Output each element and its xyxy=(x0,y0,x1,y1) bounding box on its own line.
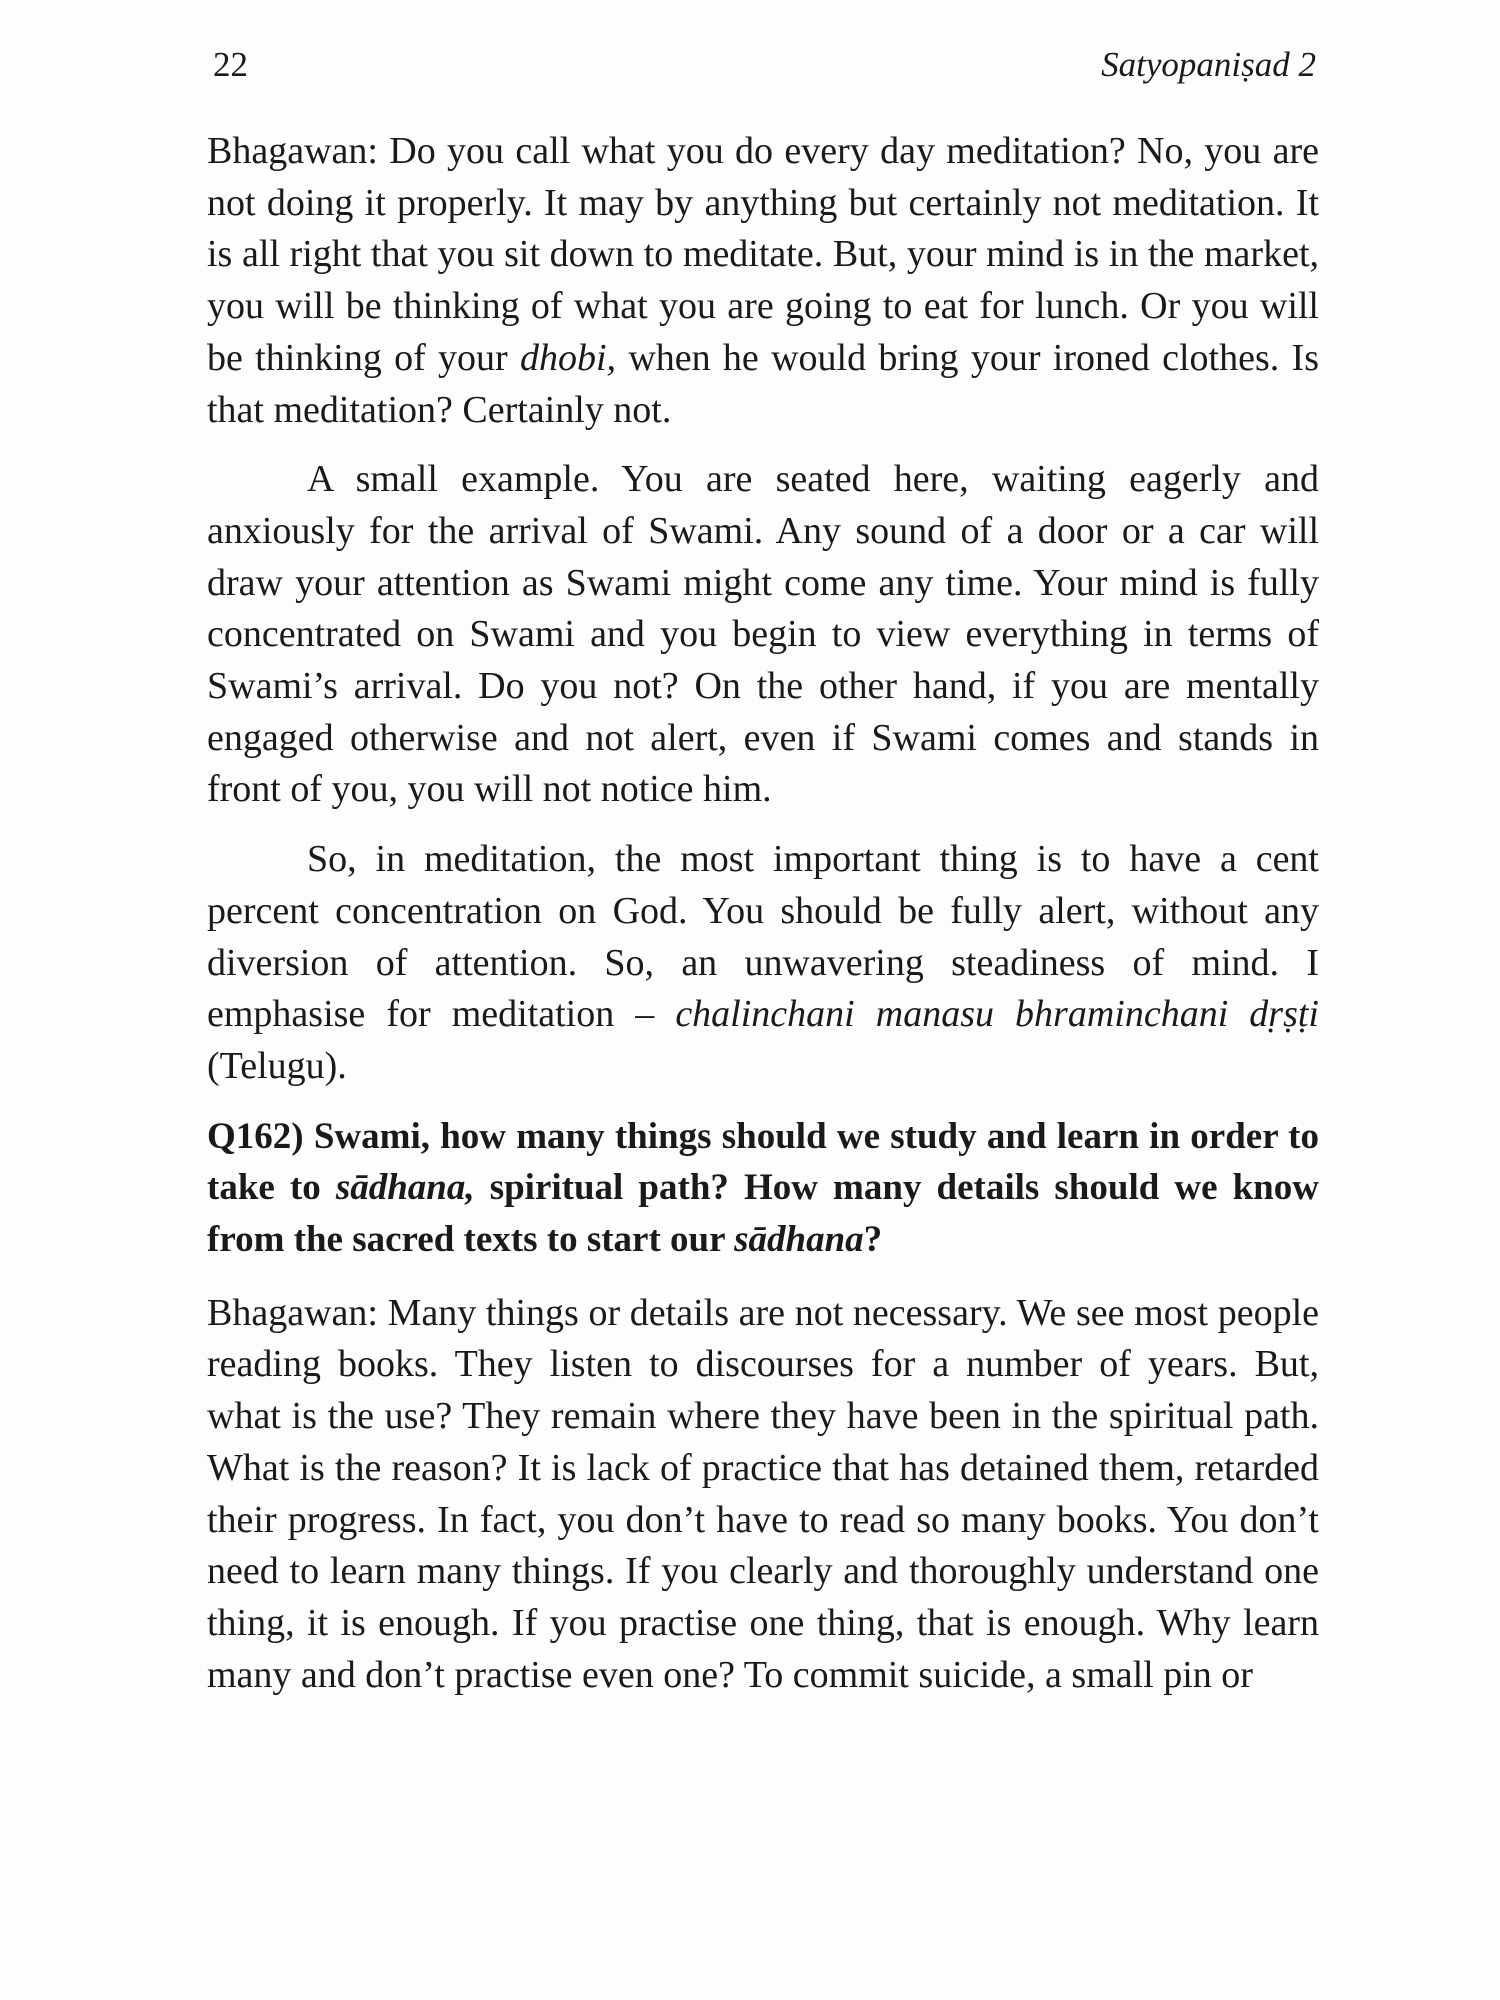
answer-paragraph-1-italic: dhobi, xyxy=(519,336,617,379)
page-body xyxy=(207,126,1319,1719)
running-title: Satyopaniṣad 2 xyxy=(1101,45,1316,84)
answer-paragraph-1-part-a: Bhagawan: Do you call what you do every day meditation? No, you are not doing it properly. It may by anything but certainly not meditation. It is all right that you sit down to meditate. But, your mind is in the market, you will be thinking of what you are going to eat for lunch. Or you will be thinking of your xyxy=(207,130,1319,379)
answer-paragraph-3-part-a: So, in meditation, the most important thing is to have a cent percent concentration on God. You should be fully alert, without any diversion of attention. So, an unwavering steadiness of mind. I emphasise for meditation – xyxy=(207,838,1319,1036)
answer-paragraph-1 xyxy=(207,126,1319,436)
answer-paragraph-2: A small example. You are seated here, waiting eagerly and anxiously for the arrival of Swami. Any sound of a door or a car will draw your attention as Swami might come any time. Your mind is fully concentrated on Swami and you begin to view everything in terms of Swami’s arrival. Do you not? On the other hand, if you are mentally engaged otherwise and not alert, even if Swami comes and stands in front of you, you will not notice him. xyxy=(207,458,1319,811)
question-q162-italic-2: sādhana xyxy=(734,1219,864,1261)
answer-paragraph-3-part-b: (Telugu). xyxy=(207,1044,347,1087)
question-q162-part-c: ? xyxy=(863,1219,883,1261)
page-header xyxy=(213,40,1316,90)
answer-paragraph-3-italic: chalinchani manasu bhraminchani dṛṣṭi xyxy=(675,993,1319,1036)
page-number: 22 xyxy=(213,45,248,84)
answer-paragraph-4: Bhagawan: Many things or details are not necessary. We see most people reading books. They listen to discourses for a number of years. But, what is the use? They remain where they have been in the spiritual path. What is the reason? It is lack of practice that has detained them, retarded their progress. In fact, you don’t have to read so many books. You don’t need to learn many things. If you clearly and thoroughly understand one thing, it is enough. If you practise one thing, that is enough. Why learn many and don’t practise even one? To commit suicide, a small pin or xyxy=(207,1291,1319,1696)
answer-paragraph-1-part-b: when he would bring your ironed clothes. Is that meditation? Certainly not. xyxy=(207,336,1319,431)
question-q162 xyxy=(207,1111,1319,1266)
question-q162-part-b: spiritual path? How many details should we know from the sacred texts to start our xyxy=(207,1167,1319,1261)
question-q162-part-a: Q162) Swami, how many things should we study and learn in order to take to xyxy=(207,1115,1319,1209)
answer-paragraph-3 xyxy=(207,834,1319,1093)
question-q162-italic-1: sādhana, xyxy=(335,1167,475,1209)
